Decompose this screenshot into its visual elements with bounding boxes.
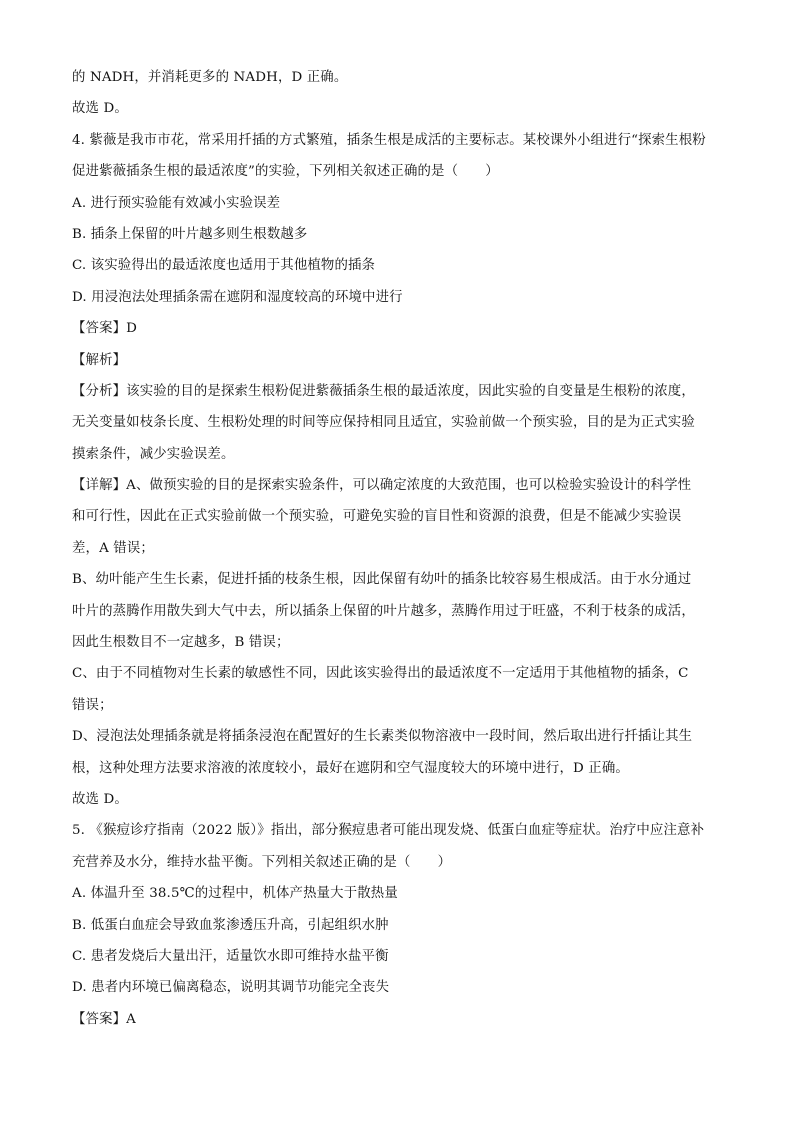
detail-text: 错误； <box>72 697 113 713</box>
text-line: 的 NADH，并消耗更多的 NADH，D 正确。 <box>72 70 348 85</box>
question-5-stem: 5. 《猴痘诊疗指南（2022 版）》指出，部分猴痘患者可能出现发烧、低蛋白血症等症状。治疗中应注意补 <box>72 823 705 839</box>
detail-text: 根，这种处理方法要求溶液的浓度较小，最好在遮阴和空气湿度较大的环境中进行，D 正确。 <box>72 760 629 776</box>
detail-text: D、浸泡法处理插条就是将插条浸泡在配置好的生长素类似物溶液中一段时间，然后取出进行扦插让其生 <box>72 729 693 745</box>
option-c: C. 该实验得出的最适浓度也适用于其他植物的插条 <box>72 258 376 274</box>
question-5-stem: 充营养及水分，维持水盐平衡。下列相关叙述正确的是（ ） <box>72 854 452 870</box>
answer-line: 【答案】A <box>72 1011 136 1027</box>
option-a: A. 进行预实验能有效减小实验误差 <box>72 195 281 211</box>
option-b: B. 插条上保留的叶片越多则生根数越多 <box>72 226 308 242</box>
detail-text: C、由于不同植物对生长素的敏感性不同，因此该实验得出的最适浓度不一定适用于其他植物的插条，C <box>72 666 689 682</box>
option-d: D. 患者内环境已偏离稳态，说明其调节功能完全丧失 <box>72 980 390 996</box>
option-c: C. 患者发烧后大量出汗，适量饮水即可维持水盐平衡 <box>72 948 389 964</box>
text-line: 故选 D。 <box>72 101 128 117</box>
detail-text: 【详解】A、做预实验的目的是探索实验条件，可以确定浓度的大致范围，也可以检验实验设计的科学性 <box>72 478 692 494</box>
option-a: A. 体温升至 38.5℃的过程中，机体产热量大于散热量 <box>72 886 398 902</box>
detail-text: 和可行性，因此在正式实验前做一个预实验，可避免实验的盲目性和资源的浪费，但是不能减少实验误 <box>72 509 682 525</box>
choice-line: 故选 D。 <box>72 791 128 807</box>
detail-text: 因此生根数目不一定越多，B 错误； <box>72 635 290 651</box>
explanation-heading: 【解析】 <box>72 352 127 368</box>
answer-line: 【答案】D <box>72 321 138 337</box>
detail-text: 叶片的蒸腾作用散失到大气中去，所以插条上保留的叶片越多，蒸腾作用过于旺盛，不利于枝条的成活， <box>72 603 695 619</box>
question-4-stem: 促进紫薇插条生根的最适浓度”的实验，下列相关叙述正确的是（ ） <box>72 164 499 180</box>
option-d: D. 用浸泡法处理插条需在遮阴和湿度较高的环境中进行 <box>72 289 403 305</box>
document-page <box>72 62 724 1035</box>
question-4-stem: 4. 紫薇是我市市花，常采用扦插的方式繁殖，插条生根是成活的主要标志。某校课外小组进行“探索生根粉 <box>72 132 706 148</box>
analysis-text: 无关变量如枝条长度、生根粉处理的时间等应保持相同且适宜，实验前做一个预实验，目的是为正式实验 <box>72 415 695 431</box>
analysis-text: 摸索条件，减少实验误差。 <box>72 446 235 462</box>
detail-text: B、幼叶能产生生长素，促进扦插的枝条生根，因此保留有幼叶的插条比较容易生根成活。由于水分通过 <box>72 572 692 588</box>
analysis-text: 【分析】该实验的目的是探索生根粉促进紫薇插条生根的最适浓度，因此实验的自变量是生根粉的浓度， <box>72 383 695 399</box>
option-b: B. 低蛋白血症会导致血浆渗透压升高，引起组织水肿 <box>72 917 389 933</box>
detail-text: 差，A 错误； <box>72 540 154 556</box>
